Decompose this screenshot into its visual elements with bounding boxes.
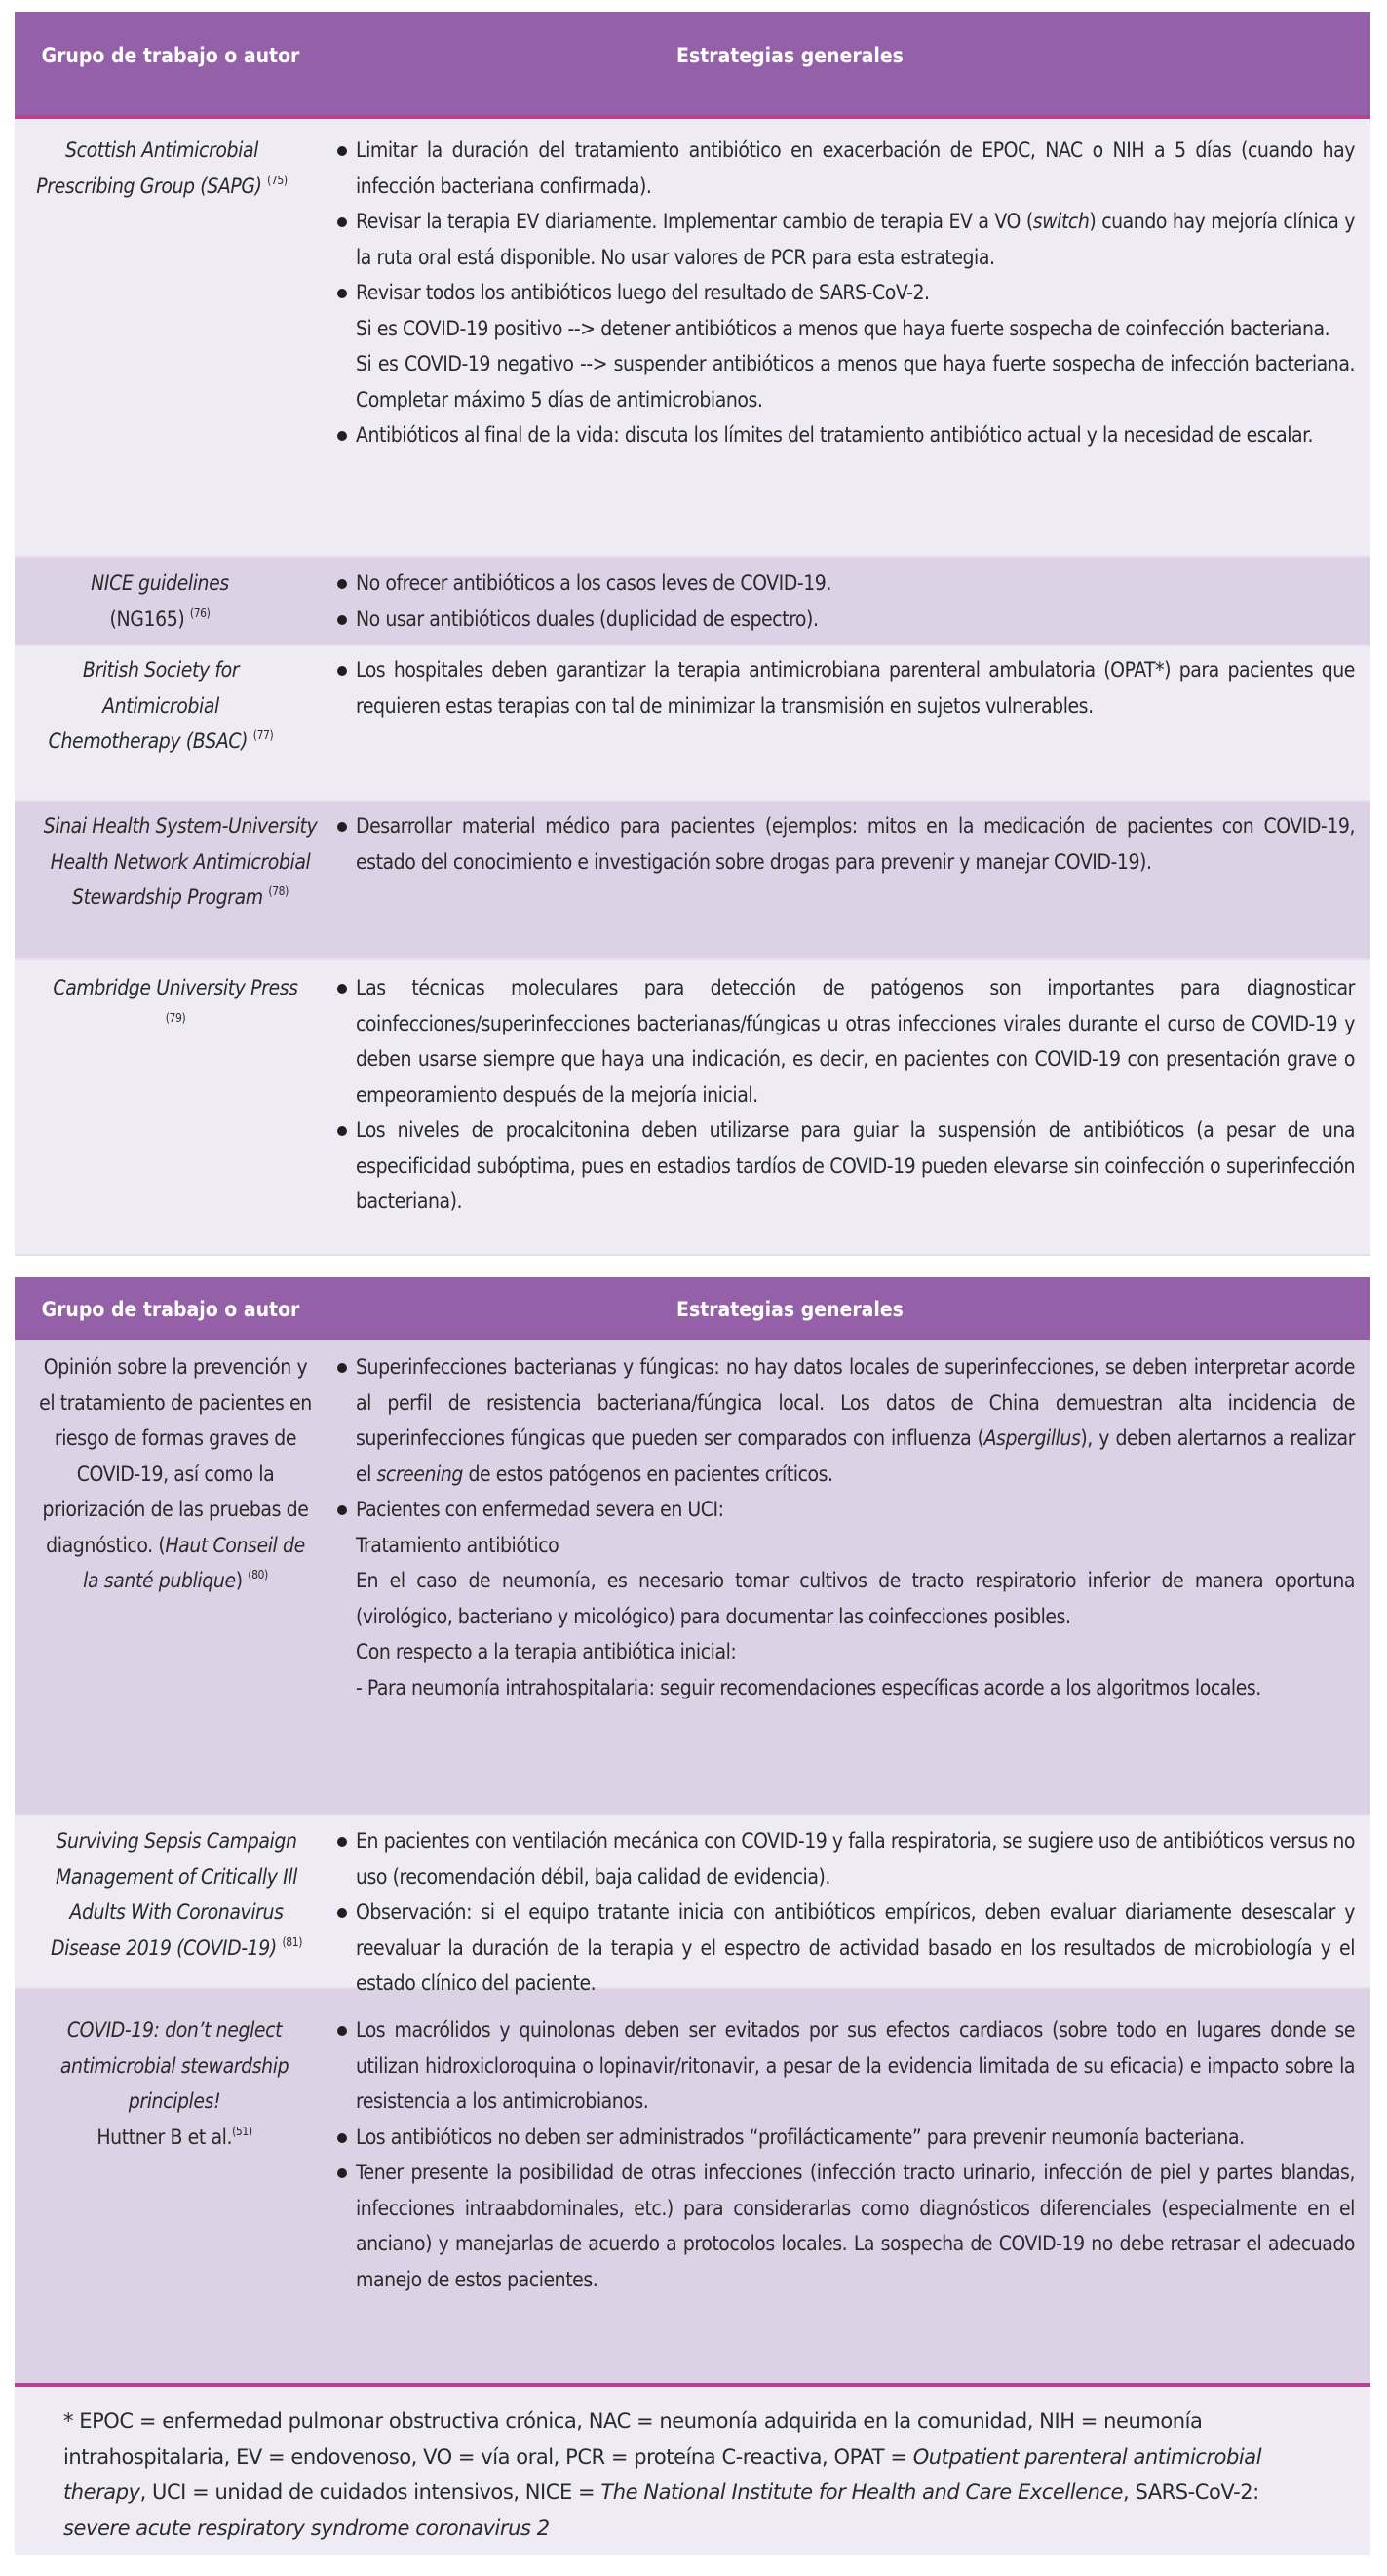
sub-paragraph: Con respecto a la terapia antibiótica inicial: <box>356 1640 737 1663</box>
list-item: No usar antibióticos duales (duplicidad de espectro). <box>334 602 1355 638</box>
strategies-cell <box>327 133 1370 556</box>
sub-paragraph: Si es COVID-19 positivo --> detener antibióticos a menos que haya fuerte sospecha de coinfección bacteriana. <box>356 316 1330 340</box>
sub-paragraph: Si es COVID-19 negativo --> suspender antibióticos a menos que haya fuerte sospecha de infección bacteriana. Completar máximo 5 días de antimicrobianos. <box>356 352 1355 411</box>
reference: (75) <box>267 173 288 187</box>
table-row <box>15 960 1370 1256</box>
table-row <box>15 558 1370 646</box>
list-item: Superinfecciones bacterianas y fúngicas: no hay datos locales de superinfecciones, se deben interpretar acorde al perfil de resistencia bacteriana/fúngica local. Los datos de China demuestran alta incidencia de superinfecciones fúngicas que pueden ser comparados con influenza (Aspergillus), y deben alertarnos a realizar el screening de estos patógenos en pacientes críticos. <box>334 1349 1355 1492</box>
strategies-cell <box>327 652 1370 800</box>
bullet-icon <box>334 204 356 275</box>
table-row <box>15 646 1370 802</box>
strategies-cell <box>327 970 1370 1254</box>
sub-paragraph: Tratamiento antibiótico <box>356 1533 559 1557</box>
author-cell: Sinai Health System-University Health Network Antimicrobial Stewardship Program $^{(78)}$ <box>43 814 318 909</box>
table-row <box>15 1340 1370 1815</box>
bullet-icon <box>334 2012 356 2120</box>
list-item: Los macrólidos y quinolonas deben ser evitados por sus efectos cardiacos (sobre todo en lugares donde se utilizan hidroxicloroquina o lopinavir/ritonavir, a pesar de la evidencia limitada de su eficacia) e impacto sobre la resistencia a los antimicrobianos. <box>334 2012 1355 2120</box>
table-header <box>15 1277 1370 1340</box>
table-row <box>15 802 1370 960</box>
bullet-icon <box>334 970 356 1112</box>
bullet-icon <box>334 1492 356 1528</box>
sub-paragraph: En el caso de neumonía, es necesario tomar cultivos de tracto respiratorio inferior de manera oportuna (virológico, bacteriano y micológico) para documentar las coinfecciones posibles. <box>356 1569 1355 1628</box>
strategies-cell <box>327 1349 1370 1814</box>
bullet-icon <box>334 808 356 879</box>
list-item: Revisar todos los antibióticos luego del resultado de SARS-CoV-2. <box>334 275 1355 311</box>
list-item: No ofrecer antibióticos a los casos leves de COVID-19. <box>334 566 1355 602</box>
bullet-icon <box>334 566 356 602</box>
list-item: Los hospitales deben garantizar la terapia antimicrobiana parenteral ambulatoria (OPAT*) para pacientes que requieren estas terapias con tal de minimizar la transmisión en sujetos vulnerables. <box>334 652 1355 723</box>
reference: (78) <box>268 884 289 898</box>
bullet-icon <box>334 417 356 453</box>
author-cell: Cambridge University Press $^{(79)}$ <box>53 976 298 1025</box>
header-strategies-column: Estrategias generales <box>676 1298 904 1321</box>
list-item: Pacientes con enfermedad severa en UCI: <box>334 1492 1355 1528</box>
author-cell: Scottish Antimicrobial Prescribing Group (SAPG) $^{(75)}$ <box>36 138 288 198</box>
author-cell: British Society for Antimicrobial Chemotherapy (BSAC) $^{(77)}$ <box>48 658 274 753</box>
strategies-cell <box>327 2012 1370 2383</box>
list-item: Revisar la terapia EV diariamente. Implementar cambio de terapia EV a VO (switch) cuando hay mejoría clínica y la ruta oral está disponible. No usar valores de PCR para esta estrategia. <box>334 204 1355 275</box>
strategies-table-1 <box>15 12 1370 1256</box>
bullet-icon <box>334 1349 356 1492</box>
bullet-icon <box>334 2120 356 2156</box>
header-author-column: Grupo de trabajo o autor <box>41 44 300 67</box>
list-item: Los antibióticos no deben ser administrados “profilácticamente” para prevenir neumonía bacteriana. <box>334 2120 1355 2156</box>
reference: (51) <box>232 2124 252 2138</box>
sub-paragraph: - Para neumonía intrahospitalaria: seguir recomendaciones específicas acorde a los algoritmos locales. <box>356 1675 1261 1699</box>
list-item: Desarrollar material médico para pacientes (ejemplos: mitos en la medicación de pacientes con COVID-19, estado del conocimiento e investigación sobre drogas para prevenir y manejar COVID-19). <box>334 808 1355 879</box>
author-cell: COVID-19: don’t neglect antimicrobial stewardship principles! Huttner B et al.$^{(51)}$ <box>59 2018 289 2149</box>
list-item: Las técnicas moleculares para detección de patógenos son importantes para diagnosticar coinfecciones/superinfecciones bacterianas/fúngicas u otras infecciones virales durante el curso de COVID-19 y deben usarse siempre que haya una indicación, es decir, en pacientes con COVID-19 con presentación grave o empeoramiento después de la mejoría inicial. <box>334 970 1355 1112</box>
list-item: Limitar la duración del tratamiento antibiótico en exacerbación de EPOC, NAC o NIH a 5 días (cuando hay infección bacteriana confirmada). <box>334 133 1355 204</box>
strategies-cell <box>327 808 1370 958</box>
strategies-table-2 <box>15 1277 1370 2383</box>
bullet-icon <box>334 1112 356 1220</box>
table-header <box>15 12 1370 119</box>
bullet-icon <box>334 275 356 311</box>
bullet-icon <box>334 133 356 204</box>
strategies-cell <box>327 1823 1370 1995</box>
bullet-icon <box>334 652 356 723</box>
bullet-icon <box>334 1894 356 2002</box>
author-cell: Opinión sobre la prevención y el tratamiento de pacientes en riesgo de formas graves de COVID-19, así como la priorización de las pruebas de diagnóstico. (Haut Conseil de la santé publique) $^{(80)}$ <box>39 1355 312 1592</box>
header-author-column: Grupo de trabajo o autor <box>41 1298 300 1321</box>
list-item: Tener presente la posibilidad de otras infecciones (infección tracto urinario, infección de piel y partes blandas, infecciones intraabdominales, etc.) para considerarlas como diagnósticos diferenciales (especialmente en el anciano) y manejarlas de acuerdo a protocolos locales. La sospecha de COVID-19 no debe retrasar el adecuado manejo de estos pacientes. <box>334 2155 1355 2297</box>
reference: (80) <box>248 1568 268 1581</box>
bullet-icon <box>334 602 356 638</box>
reference: (77) <box>252 728 274 742</box>
table-row <box>15 1815 1370 1995</box>
table-row <box>15 1989 1370 2383</box>
list-item: En pacientes con ventilación mecánica con COVID-19 y falla respiratoria, se sugiere uso de antibióticos versus no uso (recomendación débil, baja calidad de evidencia). <box>334 1823 1355 1894</box>
bullet-icon <box>334 2155 356 2297</box>
reference: (81) <box>282 1934 303 1949</box>
list-item: Los niveles de procalcitonina deben utilizarse para guiar la suspensión de antibióticos (a pesar de una especificidad subóptima, pues en estadios tardíos de COVID-19 pueden elevarse sin coinfección o superinfección bacteriana). <box>334 1112 1355 1220</box>
list-item: Observación: si el equipo tratante inicia con antibióticos empíricos, deben evaluar diariamente desescalar y reevaluar la duración de la terapia y el espectro de actividad basado en los resultados de microbiología y el estado clínico del paciente. <box>334 1894 1355 2002</box>
header-strategies-column: Estrategias generales <box>676 44 904 67</box>
reference: (76) <box>189 605 211 620</box>
reference: (79) <box>165 1010 186 1025</box>
strategies-cell <box>327 566 1370 644</box>
table-footnote: * EPOC = enfermedad pulmonar obstructiva crónica, NAC = neumonía adquirida en la comunidad, NIH = neumonía intrahospitalaria, EV = endovenoso, VO = vía oral, PCR = proteína C-reactiva, OPAT = Outpatient parenteral antimicrobial therapy, UCI = unidad de cuidados intensivos, NICE = The National Institute for Health and Care Excellence, SARS-CoV-2: severe acute respiratory syndrome coronavirus 2 <box>15 2383 1370 2555</box>
list-item: Antibióticos al final de la vida: discuta los límites del tratamiento antibiótico actual y la necesidad de escalar. <box>334 417 1355 453</box>
author-cell: NICE guidelines (NG165) $^{(76)}$ <box>91 571 229 631</box>
author-cell: Surviving Sepsis Campaign Management of Critically Ill Adults With Coronavirus Disease 2019 (COVID-19) $^{(81)}$ <box>50 1829 303 1960</box>
bullet-icon <box>334 1823 356 1894</box>
table-row <box>15 119 1370 558</box>
